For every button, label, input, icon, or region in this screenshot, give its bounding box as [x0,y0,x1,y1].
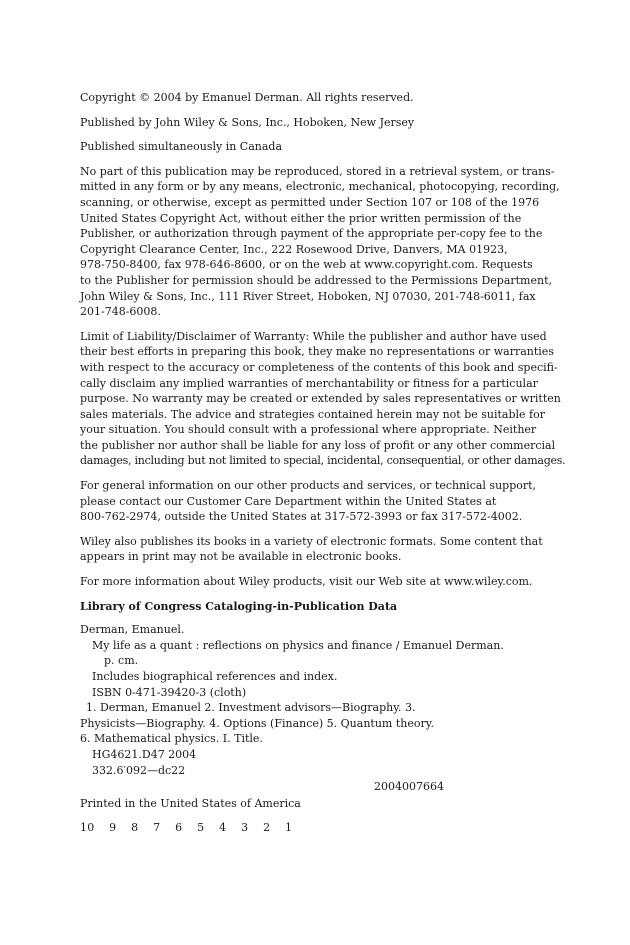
disclaimer-line: Limit of Liability/Disclaimer of Warranty: While the publisher and author have used [80,329,547,343]
cip-lc-class: HG4621.D47 2004 [92,747,197,761]
disclaimer-line: the publisher nor author shall be liable for any loss of profit or any other commercial [80,438,556,452]
cip-dewey: 332.6′092—dc22 [92,763,186,777]
permissions-line: 978-750-8400, fax 978-646-8600, or on the web at www.copyright.com. Requests [80,258,533,272]
printer-key: 10 9 8 7 6 5 4 3 2 1 [80,821,293,835]
permissions-line: to the Publisher for permission should be addressed to the Permissions Department, [80,273,552,287]
permissions-paragraph [80,164,560,320]
cip-title: My life as a quant : reflections on physics and finance / Emanuel Derman. [92,638,504,652]
more-info-line: For more information about Wiley products, visit our Web site at www.wiley.com. [80,575,533,589]
support-paragraph [80,478,537,525]
permissions-line: John Wiley & Sons, Inc., 111 River Street, Hoboken, NJ 07030, 201-748-6011, fax [80,289,536,303]
disclaimer-line: with respect to the accuracy or completeness of the contents of this book and specifi- [80,360,558,374]
disclaimer-line: cally disclaim any implied warranties of merchantability or fitness for a particular [80,376,538,390]
disclaimer-line: your situation. You should consult with a professional where appropriate. Neither [80,423,537,437]
cip-subjects: Physicists—Biography. 4. Options (Finance) 5. Quantum theory. [80,716,434,730]
support-line: please contact our Customer Care Department within the United States at [80,494,497,508]
disclaimer-paragraph [80,329,566,469]
cip-block [80,622,532,795]
cip-notes: Includes biographical references and index. [92,670,338,683]
permissions-line: Copyright Clearance Center, Inc., 222 Rosewood Drive, Danvers, MA 01923, [80,242,508,256]
permissions-line: mitted in any form or by any means, electronic, mechanical, photocopying, recording, [80,180,560,194]
electronic-line: appears in print may not be available in electronic books. [80,550,402,564]
permissions-line: No part of this publication may be reproduced, stored in a retrieval system, or trans- [80,164,555,178]
cip-author: Derman, Emanuel. [80,623,185,637]
permissions-line: scanning, or otherwise, except as permitted under Section 107 or 108 of the 1976 [80,195,540,209]
cip-pages: p. cm. [104,654,139,668]
cip-lccn: 2004007664 [374,780,444,794]
permissions-line: Publisher, or authorization through payment of the appropriate per-copy fee to the [80,227,543,241]
electronic-formats-paragraph [80,534,543,565]
support-line: 800-762-2974, outside the United States at 317-572-3993 or fax 317-572-4002. [80,510,523,524]
cip-isbn: ISBN 0-471-39420-3 (cloth) [92,685,247,699]
cip-subjects: 1. Derman, Emanuel 2. Investment advisors—Biography. 3. [86,701,416,715]
cip-subjects: 6. Mathematical physics. I. Title. [80,732,263,746]
disclaimer-line: their best efforts in preparing this book, they make no representations or warranties [80,345,554,359]
cip-heading: Library of Congress Cataloging-in-Publication Data [80,599,398,613]
copyright-page [80,90,566,836]
copyright-notice: Copyright © 2004 by Emanuel Derman. All rights reserved. [80,91,414,104]
electronic-line: Wiley also publishes its books in a variety of electronic formats. Some content that [80,534,543,548]
permissions-line: United States Copyright Act, without either the prior written permission of the [80,211,522,225]
publisher-line: Published by John Wiley & Sons, Inc., Hoboken, New Jersey [80,115,415,129]
permissions-line: 201-748-6008. [80,305,161,319]
disclaimer-line: damages, including but not limited to special, incidental, consequential, or other damages. [80,454,566,468]
published-canada-line: Published simultaneously in Canada [80,140,283,154]
disclaimer-line: sales materials. The advice and strategies contained herein may not be suitable for [80,407,545,421]
printed-in-line: Printed in the United States of America [80,796,301,810]
support-line: For general information on our other products and services, or technical support, [80,479,537,493]
disclaimer-line: purpose. No warranty may be created or extended by sales representatives or written [80,392,561,406]
